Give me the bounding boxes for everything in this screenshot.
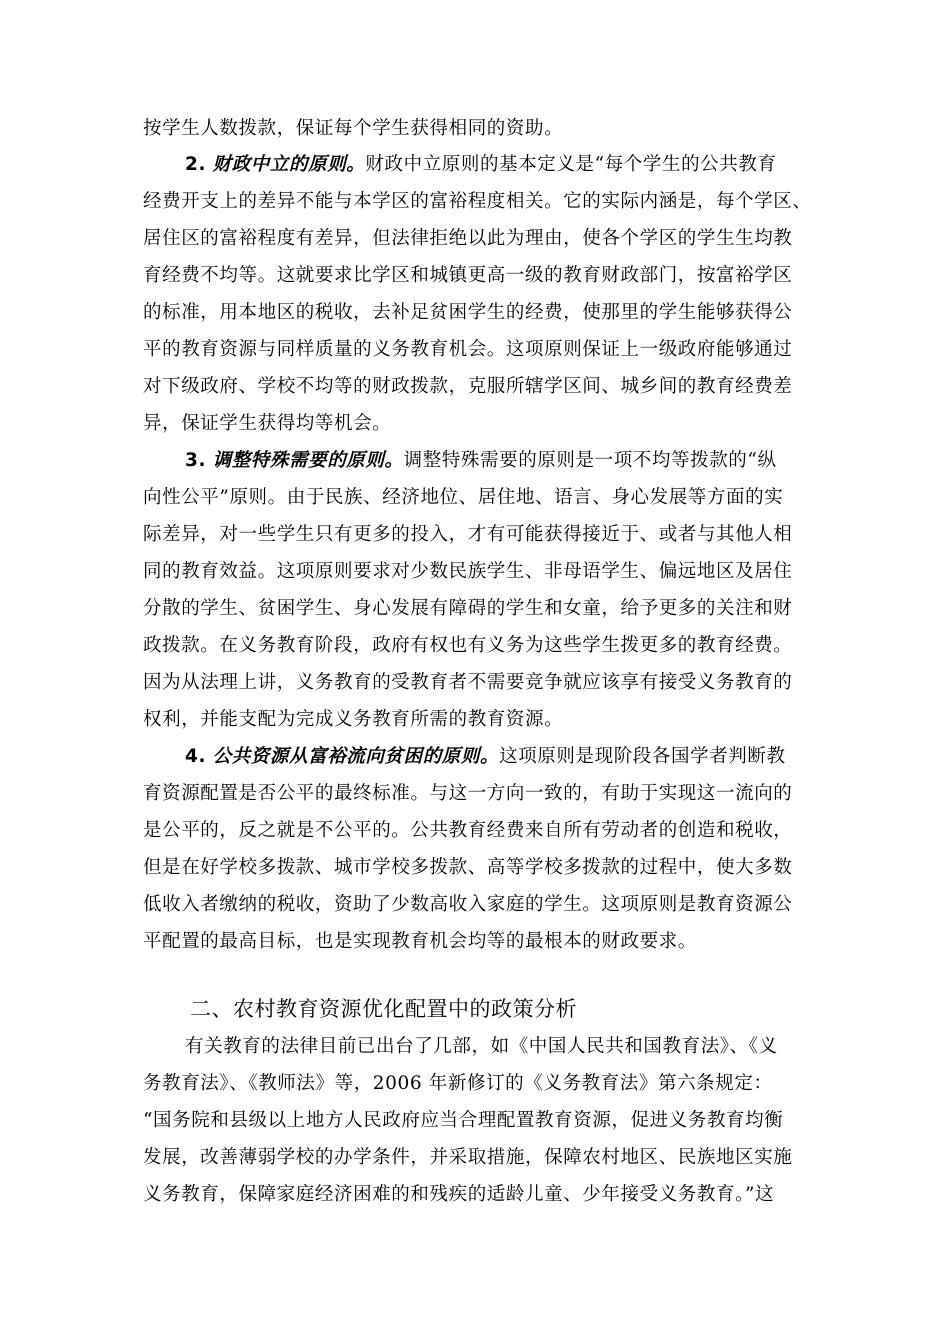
paragraph-line: 经费开支上的差异不能与本学区的富裕程度相关。它的实际内涵是，每个学区、 (143, 191, 812, 212)
paragraph-line: 分散的学生、贫困学生、身心发展有障碍的学生和女童，给予更多的关注和财 (143, 598, 793, 619)
paragraph-text: 调整特殊需要的原则是一项不均等拨款的“纵 (403, 450, 777, 471)
paragraph-first-line (185, 449, 865, 473)
paragraph-first-line: 有关教育的法律目前已出台了几部，如《中国人民共和国教育法》、《义 (185, 1036, 778, 1057)
paragraph-line: 因为从法理上讲，义务教育的受教育者不需要竞争就应该享有接受义务教育的 (143, 672, 793, 693)
paragraph-line: 是公平的，反之就是不公平的。公共教育经费来自所有劳动者的创造和税收， (143, 820, 793, 841)
paragraph-line: 育经费不均等。这就要求比学区和城镇更高一级的教育财政部门，按富裕学区 (143, 265, 793, 286)
paragraph-first-line (185, 153, 865, 177)
item-number: 2. (185, 154, 207, 175)
paragraph-line: 义务教育，保障家庭经济困难的和残疾的适龄儿童、少年接受义务教育。”这 (143, 1184, 775, 1205)
paragraph-line: 平配置的最高目标，也是实现教育机会均等的最根本的财政要求。 (143, 931, 697, 952)
paragraph-line: 异，保证学生获得均等机会。 (143, 413, 392, 434)
paragraph-line: 按学生人数拨款，保证每个学生获得相同的资助。 (143, 118, 564, 139)
section-heading: 二、农村教育资源优化配置中的政策分析 (190, 997, 577, 1021)
paragraph-line: 务教育法》、《教师法》等，2006 年新修订的《义务教育法》第六条规定： (143, 1073, 773, 1094)
paragraph-line: 居住区的富裕程度有差异，但法律拒绝以此为理由，使各个学区的学生生均教 (143, 228, 793, 249)
paragraph-text: 这项原则是现阶段各国学者判断教 (499, 746, 786, 767)
paragraph-first-line (185, 745, 865, 769)
paragraph-line: 权利，并能支配为完成义务教育所需的教育资源。 (143, 709, 564, 730)
paragraph-line: 平的教育资源与同样质量的义务教育机会。这项原则保证上一级政府能够通过 (143, 339, 793, 360)
paragraph-line: 政拨款。在义务教育阶段，政府有权也有义务为这些学生拨更多的教育经费。 (143, 635, 793, 656)
paragraph-line: 但是在好学校多拨款、城市学校多拨款、高等学校多拨款的过程中，使大多数 (143, 857, 793, 878)
paragraph-line: 发展，改善薄弱学校的办学条件，并采取措施，保障农村地区、民族地区实施 (143, 1147, 793, 1168)
paragraph-line: 低收入者缴纳的税收，资助了少数高收入家庭的学生。这项原则是教育资源公 (143, 894, 793, 915)
principle-title: 调整特殊需要的原则。 (212, 450, 404, 471)
paragraph-line: 向性公平”原则。由于民族、经济地位、居住地、语言、身心发展等方面的实 (143, 487, 784, 508)
principle-title: 财政中立的原则。 (212, 154, 366, 175)
item-number: 4. (185, 746, 207, 767)
paragraph-line: “国务院和县级以上地方人民政府应当合理配置教育资源，促进义务教育均衡 (143, 1110, 784, 1131)
item-number: 3. (185, 450, 207, 471)
paragraph-line: 同的教育效益。这项原则要求对少数民族学生、非母语学生、偏远地区及居住 (143, 561, 793, 582)
paragraph-line: 的标准，用本地区的税收，去补足贫困学生的经费，使那里的学生能够获得公 (143, 302, 793, 323)
paragraph-text: 财政中立原则的基本定义是“每个学生的公共教育 (365, 154, 777, 175)
principle-title: 公共资源从富裕流向贫困的原则。 (212, 746, 500, 767)
paragraph-line: 对下级政府、学校不均等的财政拨款，克服所辖学区间、城乡间的教育经费差 (143, 376, 793, 397)
paragraph-line: 际差异，对一些学生只有更多的投入，才有可能获得接近于、或者与其他人相 (143, 524, 793, 545)
paragraph-line: 育资源配置是否公平的最终标准。与这一方向一致的，有助于实现这一流向的 (143, 783, 793, 804)
